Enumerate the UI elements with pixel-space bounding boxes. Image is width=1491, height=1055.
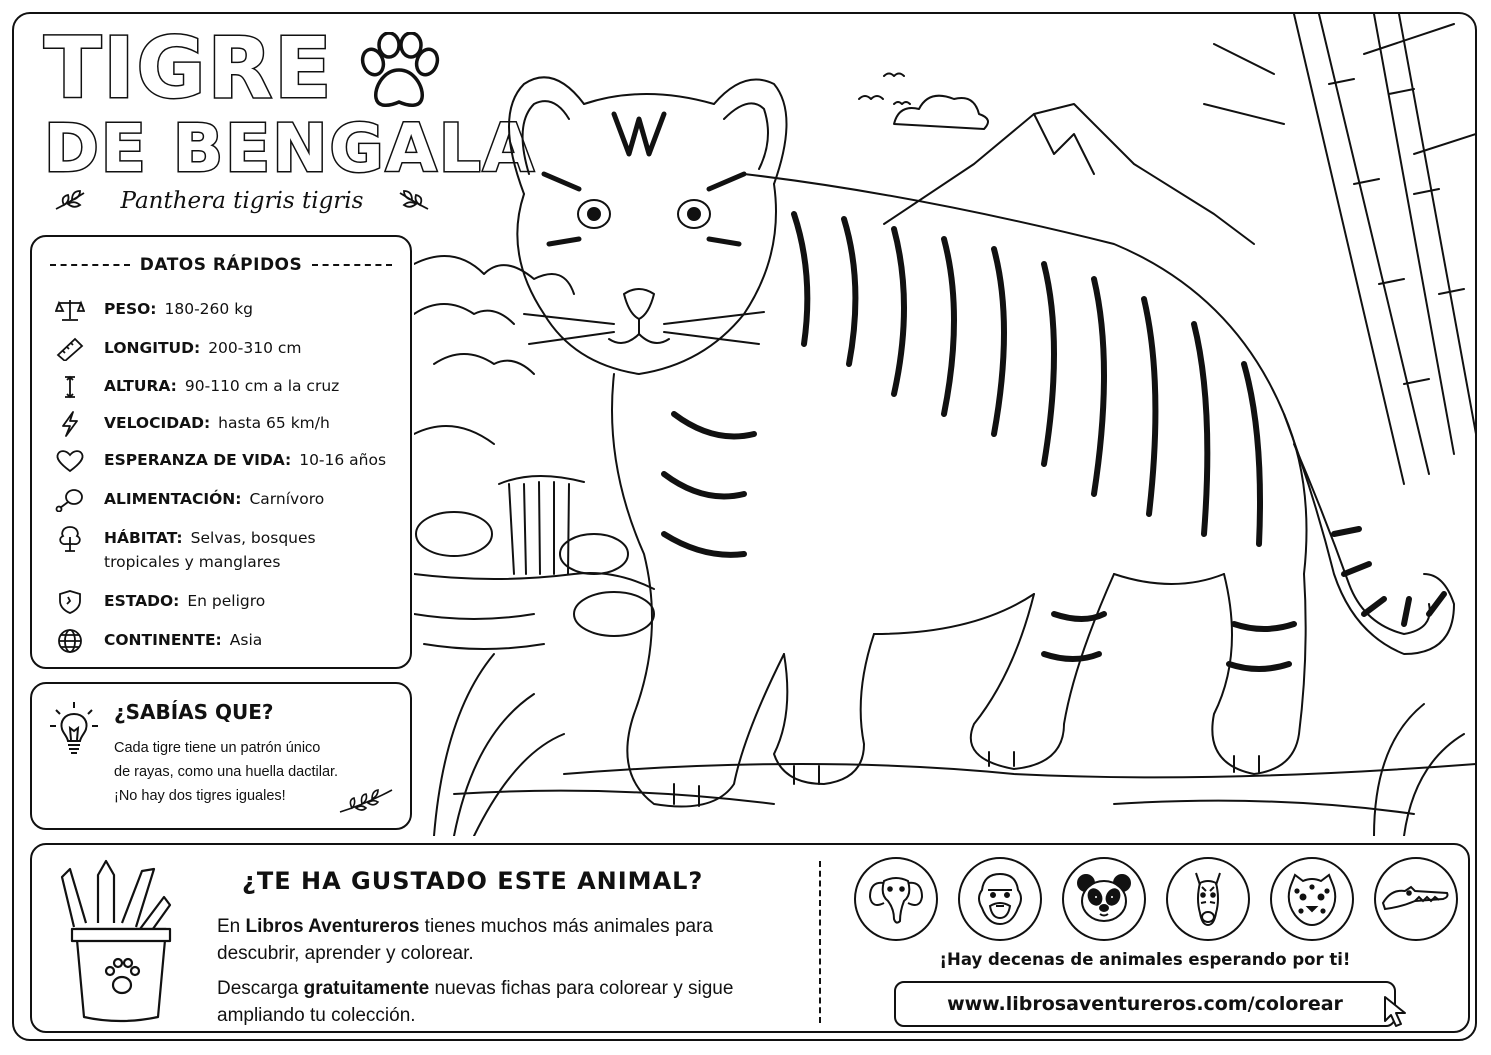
website-url: www.librosaventureros.com/colorear: [947, 993, 1343, 1015]
fact-habitat: HÁBITAT: Selvas, bosques tropicales y manglares: [54, 526, 316, 574]
did-you-know-title: ¿SABÍAS QUE?: [114, 700, 274, 724]
fact-height: ALTURA: 90-110 cm a la cruz: [54, 374, 339, 400]
scientific-name-row: [54, 188, 430, 214]
fact-length: LONGITUD: 200-310 cm: [54, 336, 302, 362]
fact-status: ESTADO: En peligro: [54, 589, 265, 615]
heart-icon: [55, 449, 85, 473]
sprig-icon: [338, 786, 394, 814]
lightning-icon: [55, 411, 85, 437]
website-link-button[interactable]: [894, 981, 1396, 1027]
fact-speed: VELOCIDAD: hasta 65 km/h: [54, 411, 330, 437]
did-you-know-text: Cada tigre tiene un patrón único de rayas, como una huella dactilar. ¡No hay dos tigres iguales!: [114, 740, 339, 804]
fact-diet: ALIMENTACIÓN: Carnívoro: [54, 487, 324, 513]
gorilla-icon[interactable]: [958, 857, 1042, 941]
scientific-name: Panthera tigris tigris: [120, 188, 364, 214]
cursor-icon: [1382, 995, 1410, 1029]
facts-heading-row: [50, 255, 392, 275]
panda-icon[interactable]: [1062, 857, 1146, 941]
zebra-icon[interactable]: [1166, 857, 1250, 941]
fact-lifespan: ESPERANZA DE VIDA: 10-16 años: [54, 448, 386, 474]
fact-weight: PESO: 180-260 kg: [54, 297, 253, 323]
cta-paragraph-1: En Libros Aventureros tienes muchos más animales para descubrir, aprender y colorear.: [217, 916, 713, 964]
lightbulb-icon: [48, 700, 100, 760]
leaf-left-icon: [54, 189, 90, 213]
facts-box: [30, 235, 412, 669]
meat-icon: [55, 488, 85, 512]
leopard-icon[interactable]: [1270, 857, 1354, 941]
scale-icon: [55, 298, 85, 322]
facts-heading: DATOS RÁPIDOS: [139, 255, 303, 275]
elephant-icon[interactable]: [854, 857, 938, 941]
divider: [819, 861, 821, 1023]
height-icon: [55, 375, 85, 399]
fact-continent: CONTINENTE: Asia: [54, 628, 262, 654]
shield-icon: [55, 589, 85, 615]
cta-box: [30, 843, 1470, 1033]
globe-icon: [55, 628, 85, 654]
pencil-cup-icon: [54, 857, 184, 1027]
title-line-2: DE BENGALA: [44, 110, 536, 187]
title-line-1: TIGRE: [44, 19, 334, 117]
tree-icon: [55, 525, 85, 553]
cta-paragraph-2: Descarga gratuitamente nuevas fichas para colorear y sigue ampliando tu colección.: [217, 978, 734, 1026]
ruler-icon: [55, 337, 85, 361]
crocodile-icon[interactable]: [1374, 857, 1458, 941]
animal-circles: [854, 857, 1458, 941]
did-you-know-box: [30, 682, 412, 830]
brand-name: Libros Aventureros: [245, 916, 420, 937]
tiger-jungle-illustration: [414, 14, 1476, 836]
cta-title: ¿TE HA GUSTADO ESTE ANIMAL?: [242, 867, 704, 895]
tagline: ¡Hay decenas de animales esperando por ti!: [939, 950, 1351, 969]
